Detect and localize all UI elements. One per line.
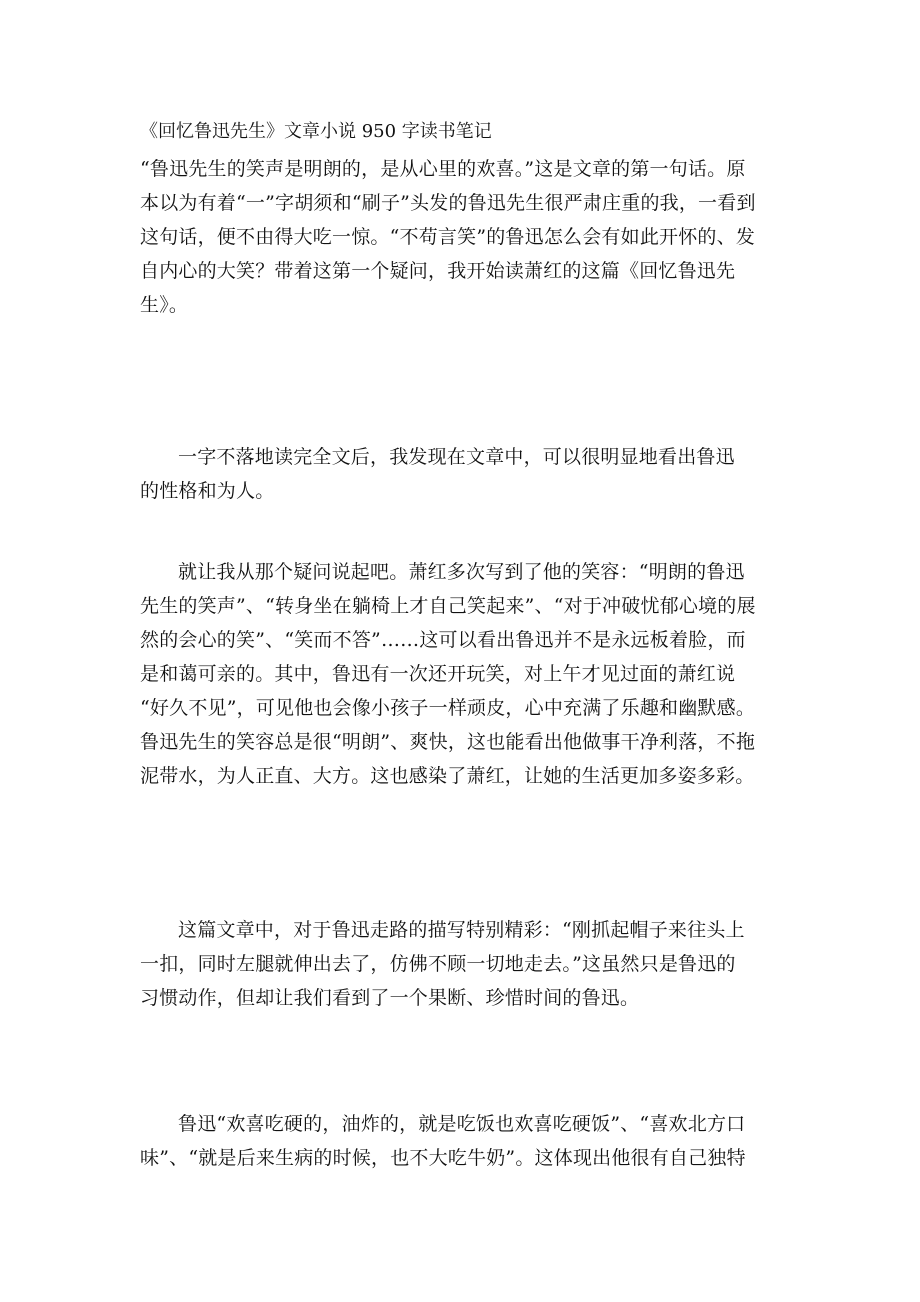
paragraph-line: 一扣，同时左腿就伸出去了，仿佛不顾一切地走去。”这虽然只是鲁迅的 xyxy=(140,953,736,975)
paragraph-line: 这句话，便不由得大吃一惊。“不苟言笑”的鲁迅怎么会有如此开怀的、发 xyxy=(140,226,756,248)
paragraph-line: 的性格和为人。 xyxy=(140,480,275,502)
paragraph-line: 这篇文章中，对于鲁迅走路的描写特别精彩：“刚抓起帽子来往头上 xyxy=(178,919,745,941)
paragraph-line: “好久不见”，可见他也会像小孩子一样顽皮，心中充满了乐趣和幽默感。 xyxy=(140,697,756,719)
paragraph-line: 先生的笑声”、“转身坐在躺椅上才自己笑起来”、“对于冲破忧郁心境的展 xyxy=(140,595,756,617)
paragraph-3 xyxy=(140,555,790,793)
paragraph-2 xyxy=(140,440,790,508)
paragraph-line: 鲁迅先生的笑容总是很“明朗”、爽快，这也能看出他做事干净利落，不拖 xyxy=(140,731,756,753)
paragraph-4 xyxy=(140,913,790,1015)
paragraph-line: 就让我从那个疑问说起吧。萧红多次写到了他的笑容：“明朗的鲁迅 xyxy=(178,561,745,583)
document-title: 《回忆鲁迅先生》文章小说 950 字读书笔记 xyxy=(140,121,492,142)
paragraph-line: 习惯动作，但却让我们看到了一个果断、珍惜时间的鲁迅。 xyxy=(140,987,640,1009)
paragraph-line: 然的会心的笑”、“笑而不答”……这可以看出鲁迅并不是永远板着脸，而 xyxy=(140,629,746,651)
paragraph-1 xyxy=(140,152,790,322)
paragraph-line: 生》。 xyxy=(140,294,189,316)
paragraph-line: “鲁迅先生的笑声是明朗的，是从心里的欢喜。”这是文章的第一句话。原 xyxy=(140,158,746,180)
paragraph-line: 鲁迅“欢喜吃硬的，油炸的，就是吃饭也欢喜吃硬饭”、“喜欢北方口 xyxy=(178,1113,746,1135)
paragraph-line: 自内心的大笑？带着这第一个疑问，我开始读萧红的这篇《回忆鲁迅先 xyxy=(140,260,736,282)
paragraph-line: 一字不落地读完全文后，我发现在文章中，可以很明显地看出鲁迅 xyxy=(178,446,735,468)
paragraph-line: 味”、“就是后来生病的时候，也不大吃牛奶”。这体现出他很有自己独特 xyxy=(140,1147,746,1169)
paragraph-line: 本以为有着“一”字胡须和“刷子”头发的鲁迅先生很严肃庄重的我，一看到 xyxy=(140,192,756,214)
paragraph-5 xyxy=(140,1107,790,1175)
paragraph-line: 泥带水，为人正直、大方。这也感染了萧红，让她的生活更加多姿多彩。 xyxy=(140,765,755,787)
paragraph-line: 是和蔼可亲的。其中，鲁迅有一次还开玩笑，对上午才见过面的萧红说 xyxy=(140,663,736,685)
